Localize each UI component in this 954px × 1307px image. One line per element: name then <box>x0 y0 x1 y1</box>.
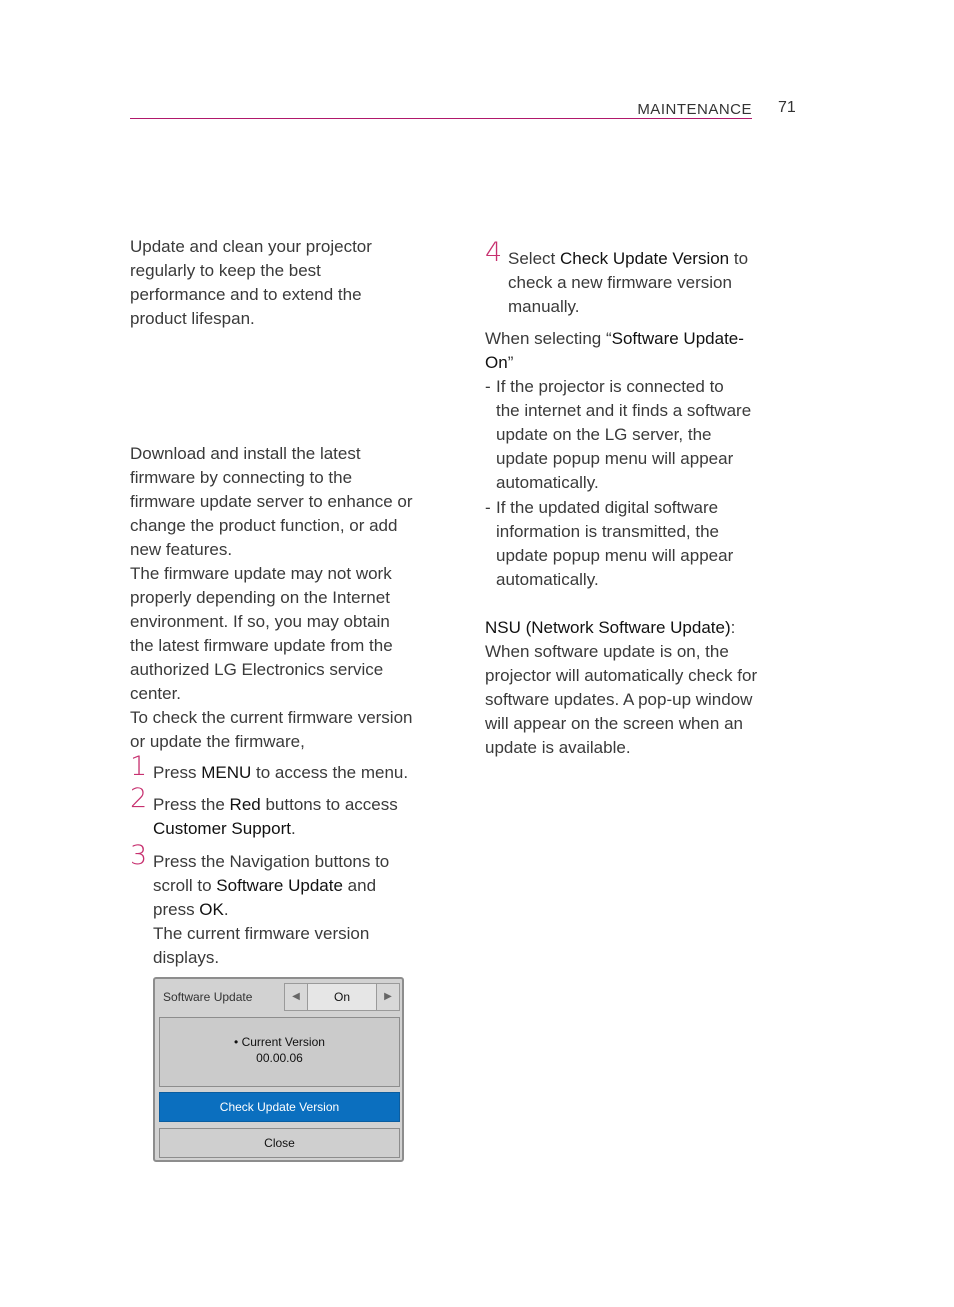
current-version-box <box>159 1017 400 1087</box>
current-version-value: 00.00.06 <box>256 1051 303 1065</box>
current-version-label: • Current Version <box>234 1035 325 1049</box>
step-3: 3 Press the Navigation buttons to scroll to Software Update and press OK. The current firmware version displays. <box>130 840 390 967</box>
nsu-heading: NSU (Network Software Update) <box>485 618 731 637</box>
arrow-right-icon[interactable]: ▶ <box>376 984 399 1010</box>
step-2: 2 Press the Red buttons to access Customer Support. <box>130 783 398 838</box>
step-number: 4 <box>485 237 503 268</box>
close-button[interactable]: Close <box>159 1128 400 1158</box>
step-1: 1 Press MENU to access the menu. <box>130 751 409 782</box>
bullet-item: - If the updated digital software information is transmitted, the update popup menu will appear automatically. <box>485 498 734 589</box>
intro-paragraph: Update and clean your projector regularly to keep the best performance and to extend the product lifespan. <box>130 237 372 328</box>
bullet-item: - If the projector is connected to the internet and it finds a software update on the LG server, the update popup menu will appear automatically. <box>485 377 752 492</box>
nsu-section: NSU (Network Software Update): When software update is on, the projector will automatically check for software updates. A pop-up window will appear on the screen when an update is available. <box>485 618 758 757</box>
header-divider <box>130 118 752 119</box>
software-update-selector[interactable] <box>284 983 400 1011</box>
step-4: 4 Select Check Update Version to check a new firmware version manually. <box>485 237 749 316</box>
firmware-description: Download and install the latest firmware by connecting to the firmware update server to enhance or change the product function, or add new features. The firmware update may not work properly depending on the Internet environment. If so, you may obtain the latest firmware update from the authorized LG Electronics service center. To check the current firmware version or update the firmware, <box>130 444 413 751</box>
software-update-value: On <box>333 990 350 1004</box>
step-number: 1 <box>130 751 148 782</box>
arrow-left-icon[interactable]: ◀ <box>285 984 308 1010</box>
check-update-version-button[interactable]: Check Update Version <box>159 1092 400 1122</box>
page-number: 71 <box>778 99 796 116</box>
software-update-panel <box>153 977 404 1162</box>
when-selecting-heading: When selecting “Software Update- On” <box>485 329 744 372</box>
step-number: 3 <box>130 840 148 871</box>
section-title: MAINTENANCE <box>637 101 752 118</box>
software-update-label: Software Update <box>163 990 253 1004</box>
step-number: 2 <box>130 783 148 814</box>
